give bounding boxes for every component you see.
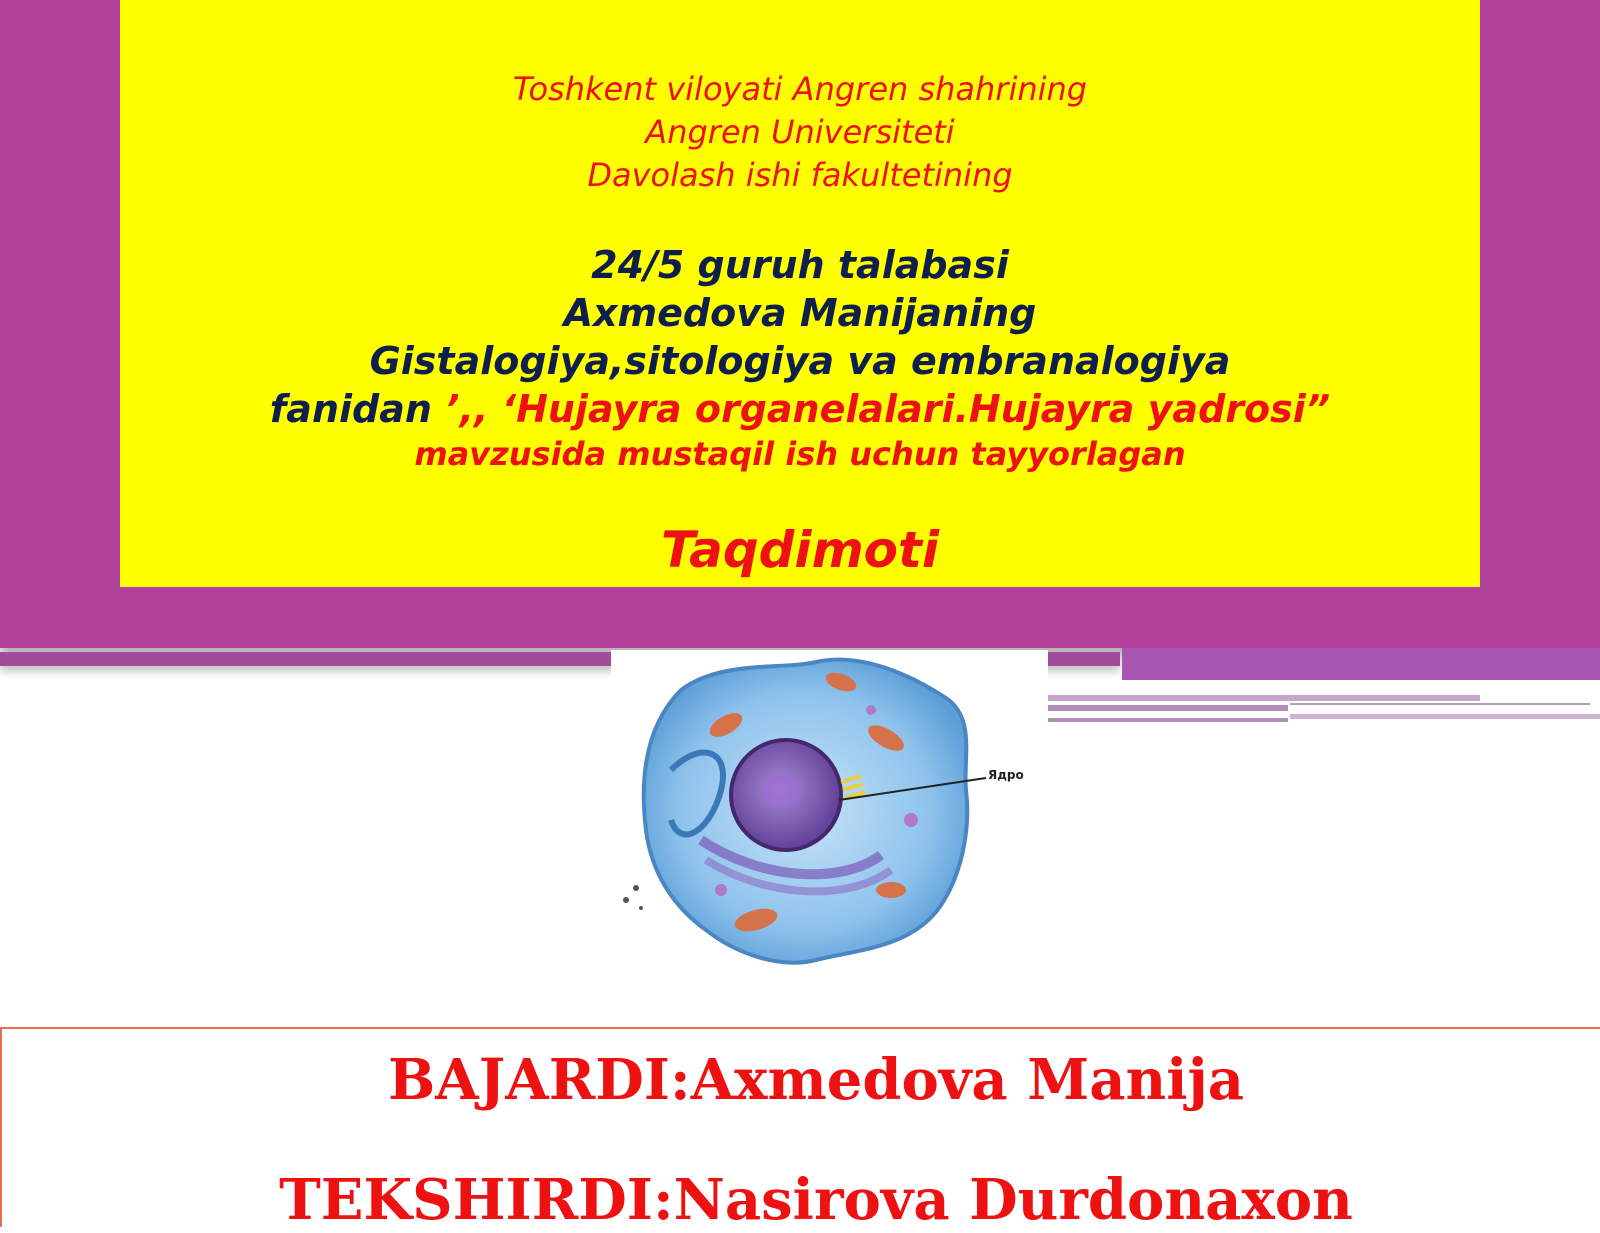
decor-stripe xyxy=(1048,718,1288,722)
purpose-line: mavzusida mustaqil ish uchun tayyorlagan xyxy=(414,435,1186,473)
topic-line xyxy=(120,385,1480,433)
intro-line-region: Toshkent viloyati Angren shahrining xyxy=(512,70,1088,108)
fanidan-text: fanidan xyxy=(269,387,432,431)
done-by-line: BAJARDI:Axmedova Manija xyxy=(387,1047,1245,1113)
topic-text: ’,, ‘Hujayra organelalari.Hujayra yadrosi” xyxy=(445,387,1331,431)
decor-stripe xyxy=(1290,703,1590,709)
nucleus-label: Ядро xyxy=(988,768,1024,782)
footer-box xyxy=(0,1027,1600,1233)
decor-stripe xyxy=(1048,695,1480,701)
decor-stripe xyxy=(1122,648,1600,680)
decor-stripe xyxy=(1048,705,1288,711)
subject-line: Gistalogiya,sitologiya va embranalogiya xyxy=(369,339,1231,383)
cell-illustration xyxy=(611,650,1048,972)
student-line: Axmedova Manijaning xyxy=(563,291,1037,335)
checked-by-line: TEKSHIRDI:Nasirova Durdonaxon xyxy=(279,1167,1353,1233)
title-box xyxy=(120,0,1480,587)
decor-stripe xyxy=(1290,714,1600,719)
group-line: 24/5 guruh talabasi xyxy=(591,243,1009,287)
intro-line-faculty: Davolash ishi fakultetining xyxy=(587,156,1013,194)
presentation-title: Taqdimoti xyxy=(660,521,940,579)
intro-line-university: Angren Universiteti xyxy=(645,113,955,151)
animal-cell-image xyxy=(611,650,1048,972)
